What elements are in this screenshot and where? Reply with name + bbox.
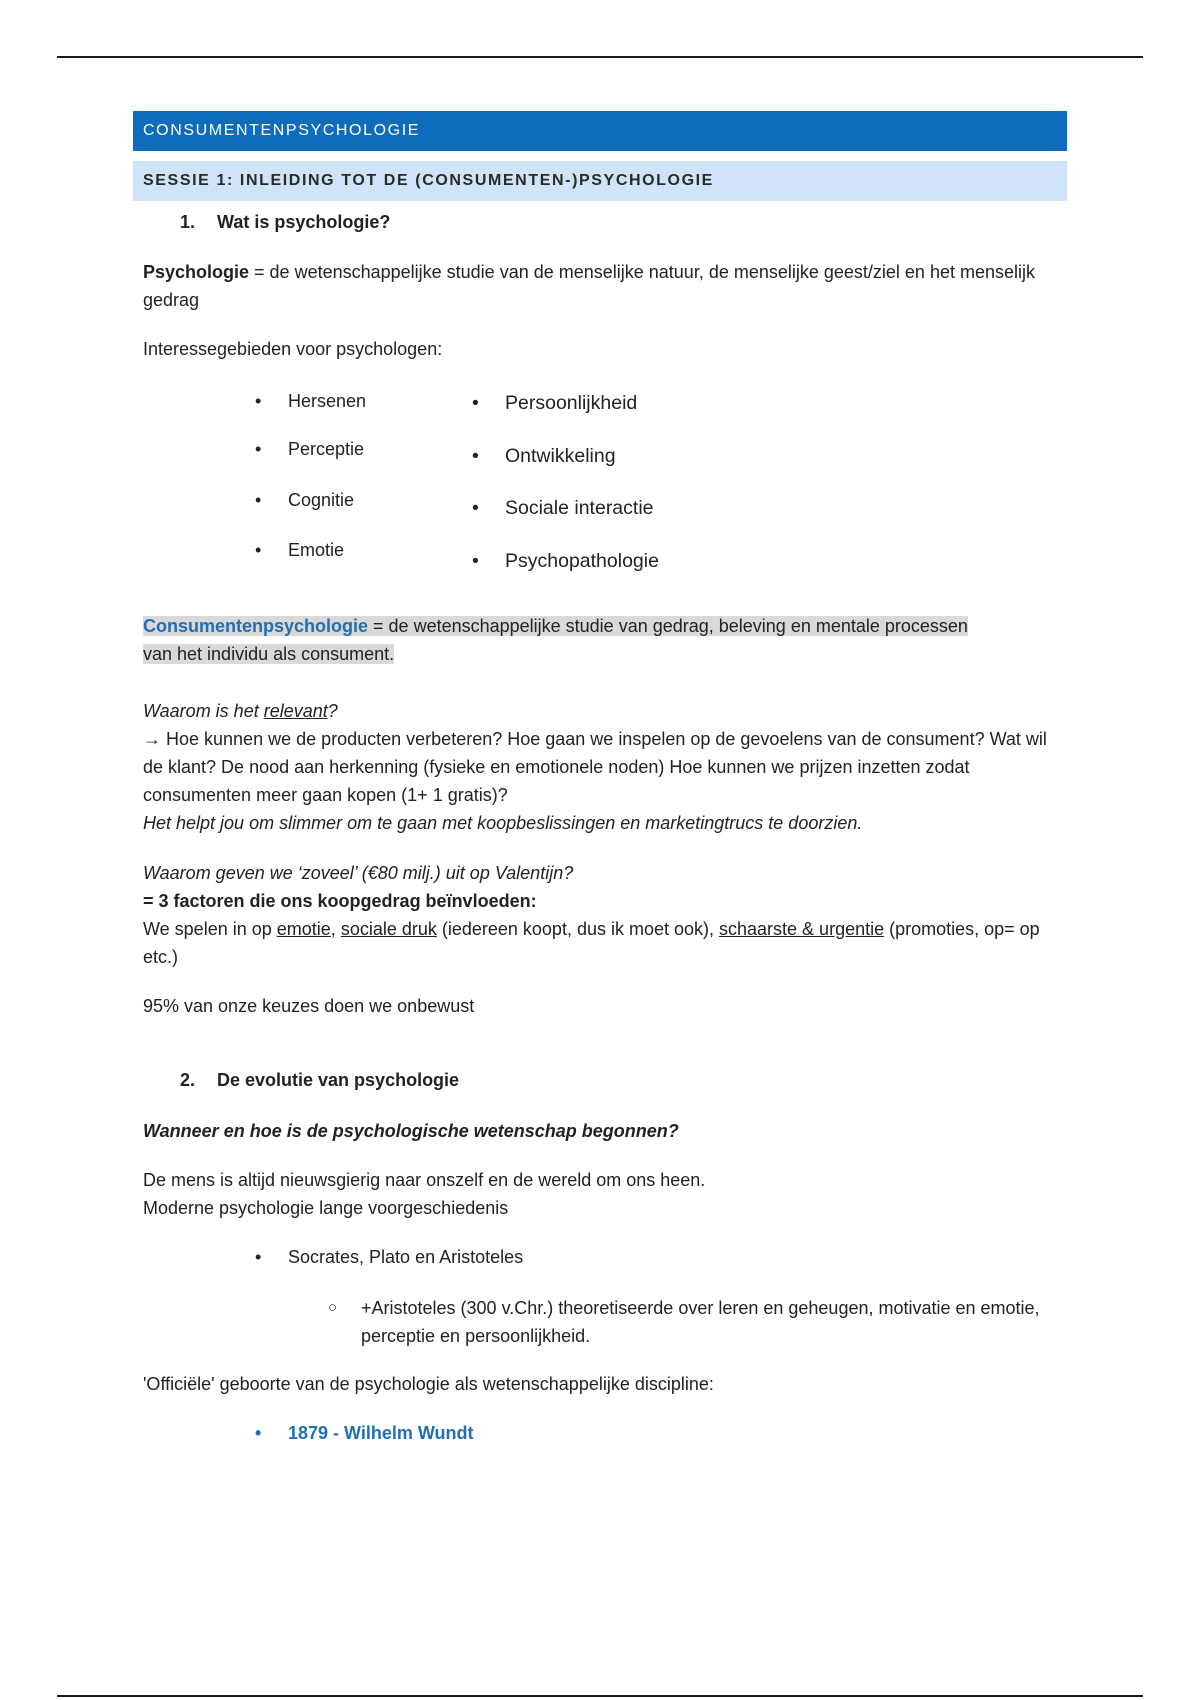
- document-body: [133, 111, 1067, 201]
- section-1-title: Wat is psychologie?: [217, 212, 391, 232]
- factors-text: We spelen in op emotie, sociale druk (iedereen koopt, dus ik moet ook), schaarste & urgentie (promoties, op= op etc.): [143, 919, 1040, 967]
- unconscious-choices: 95% van onze keuzes doen we onbewust: [143, 996, 475, 1016]
- list-item: • 1879 - Wilhelm Wundt: [255, 1423, 474, 1443]
- psychology-definition-text: = de wetenschappelijke studie van de menselijke natuur, de menselijke geest/ziel en het menselijk gedrag: [143, 262, 1035, 310]
- section-2-heading: [180, 1070, 459, 1091]
- list-item: • Perceptie: [255, 439, 365, 459]
- curiosity-text: De mens is altijd nieuwsgierig naar onszelf en de wereld om ons heen. Moderne psychologie lange voorgeschiedenis: [143, 1170, 706, 1218]
- section-1-heading: [180, 212, 390, 233]
- consumer-psychology-term: Consumentenpsychologie: [143, 616, 369, 636]
- relevance-text: → Hoe kunnen we de producten verbeteren? Hoe gaan we inspelen op de gevoelens van de consument? Wat wil de klant? De nood aan herkenning (fysieke en emotionele noden) Hoe kunnen we prijzen inzetten zodat consumenten meer gaan kopen (1+ 1 gratis)? Het helpt jou om slimmer om te gaan met koopbeslissingen en marketingtrucs te doorzien.: [143, 729, 1047, 833]
- list-item: • Emotie: [255, 540, 345, 560]
- section-1-number: 1.: [180, 212, 196, 232]
- psychology-definition: [143, 258, 1063, 314]
- list-item: • Persoonlijkheid: [472, 392, 638, 414]
- session-title: SESSIE 1: INLEIDING TOT DE (CONSUMENTEN-)PSYCHOLOGIE: [143, 172, 714, 189]
- psychology-term: Psychologie: [143, 262, 250, 282]
- list-item: • Psychopathologie: [472, 550, 659, 572]
- origin-question: Wanneer en hoe is de psychologische wetenschap begonnen?: [143, 1121, 679, 1141]
- list-item: • Sociale interactie: [472, 497, 654, 519]
- page-bottom-rule: [57, 1695, 1143, 1697]
- interests-label: Interessegebieden voor psychologen:: [143, 339, 443, 359]
- list-item: • Ontwikkeling: [472, 445, 616, 467]
- official-birth-label: 'Officiële' geboorte van de psychologie als wetenschappelijke discipline:: [143, 1374, 714, 1394]
- sub-list-item: ○ +Aristoteles (300 v.Chr.) theoretiseerde over leren en geheugen, motivatie en emotie, perceptie en persoonlijkheid.: [328, 1298, 1040, 1346]
- factors-heading: = 3 factoren die ons koopgedrag beïnvloeden:: [143, 891, 537, 911]
- list-item: • Cognitie: [255, 490, 355, 510]
- section-2-number: 2.: [180, 1070, 196, 1090]
- list-item: • Socrates, Plato en Aristoteles: [255, 1247, 524, 1267]
- session-heading-bar: [133, 161, 1067, 201]
- page-top-rule: [57, 56, 1143, 58]
- valentine-question: Waarom geven we ‘zoveel’ (€80 milj.) uit op Valentijn?: [143, 863, 574, 883]
- list-item: • Hersenen: [255, 391, 367, 411]
- consumer-psychology-definition: Consumentenpsychologie = de wetenschappelijke studie van gedrag, beleving en mentale processen van het individu als consument.: [143, 616, 968, 664]
- document-title-bar: [133, 111, 1067, 151]
- document-title: CONSUMENTENPSYCHOLOGIE: [143, 122, 421, 139]
- section-2-title: De evolutie van psychologie: [217, 1070, 460, 1090]
- relevance-question: Waarom is het relevant?: [143, 701, 338, 721]
